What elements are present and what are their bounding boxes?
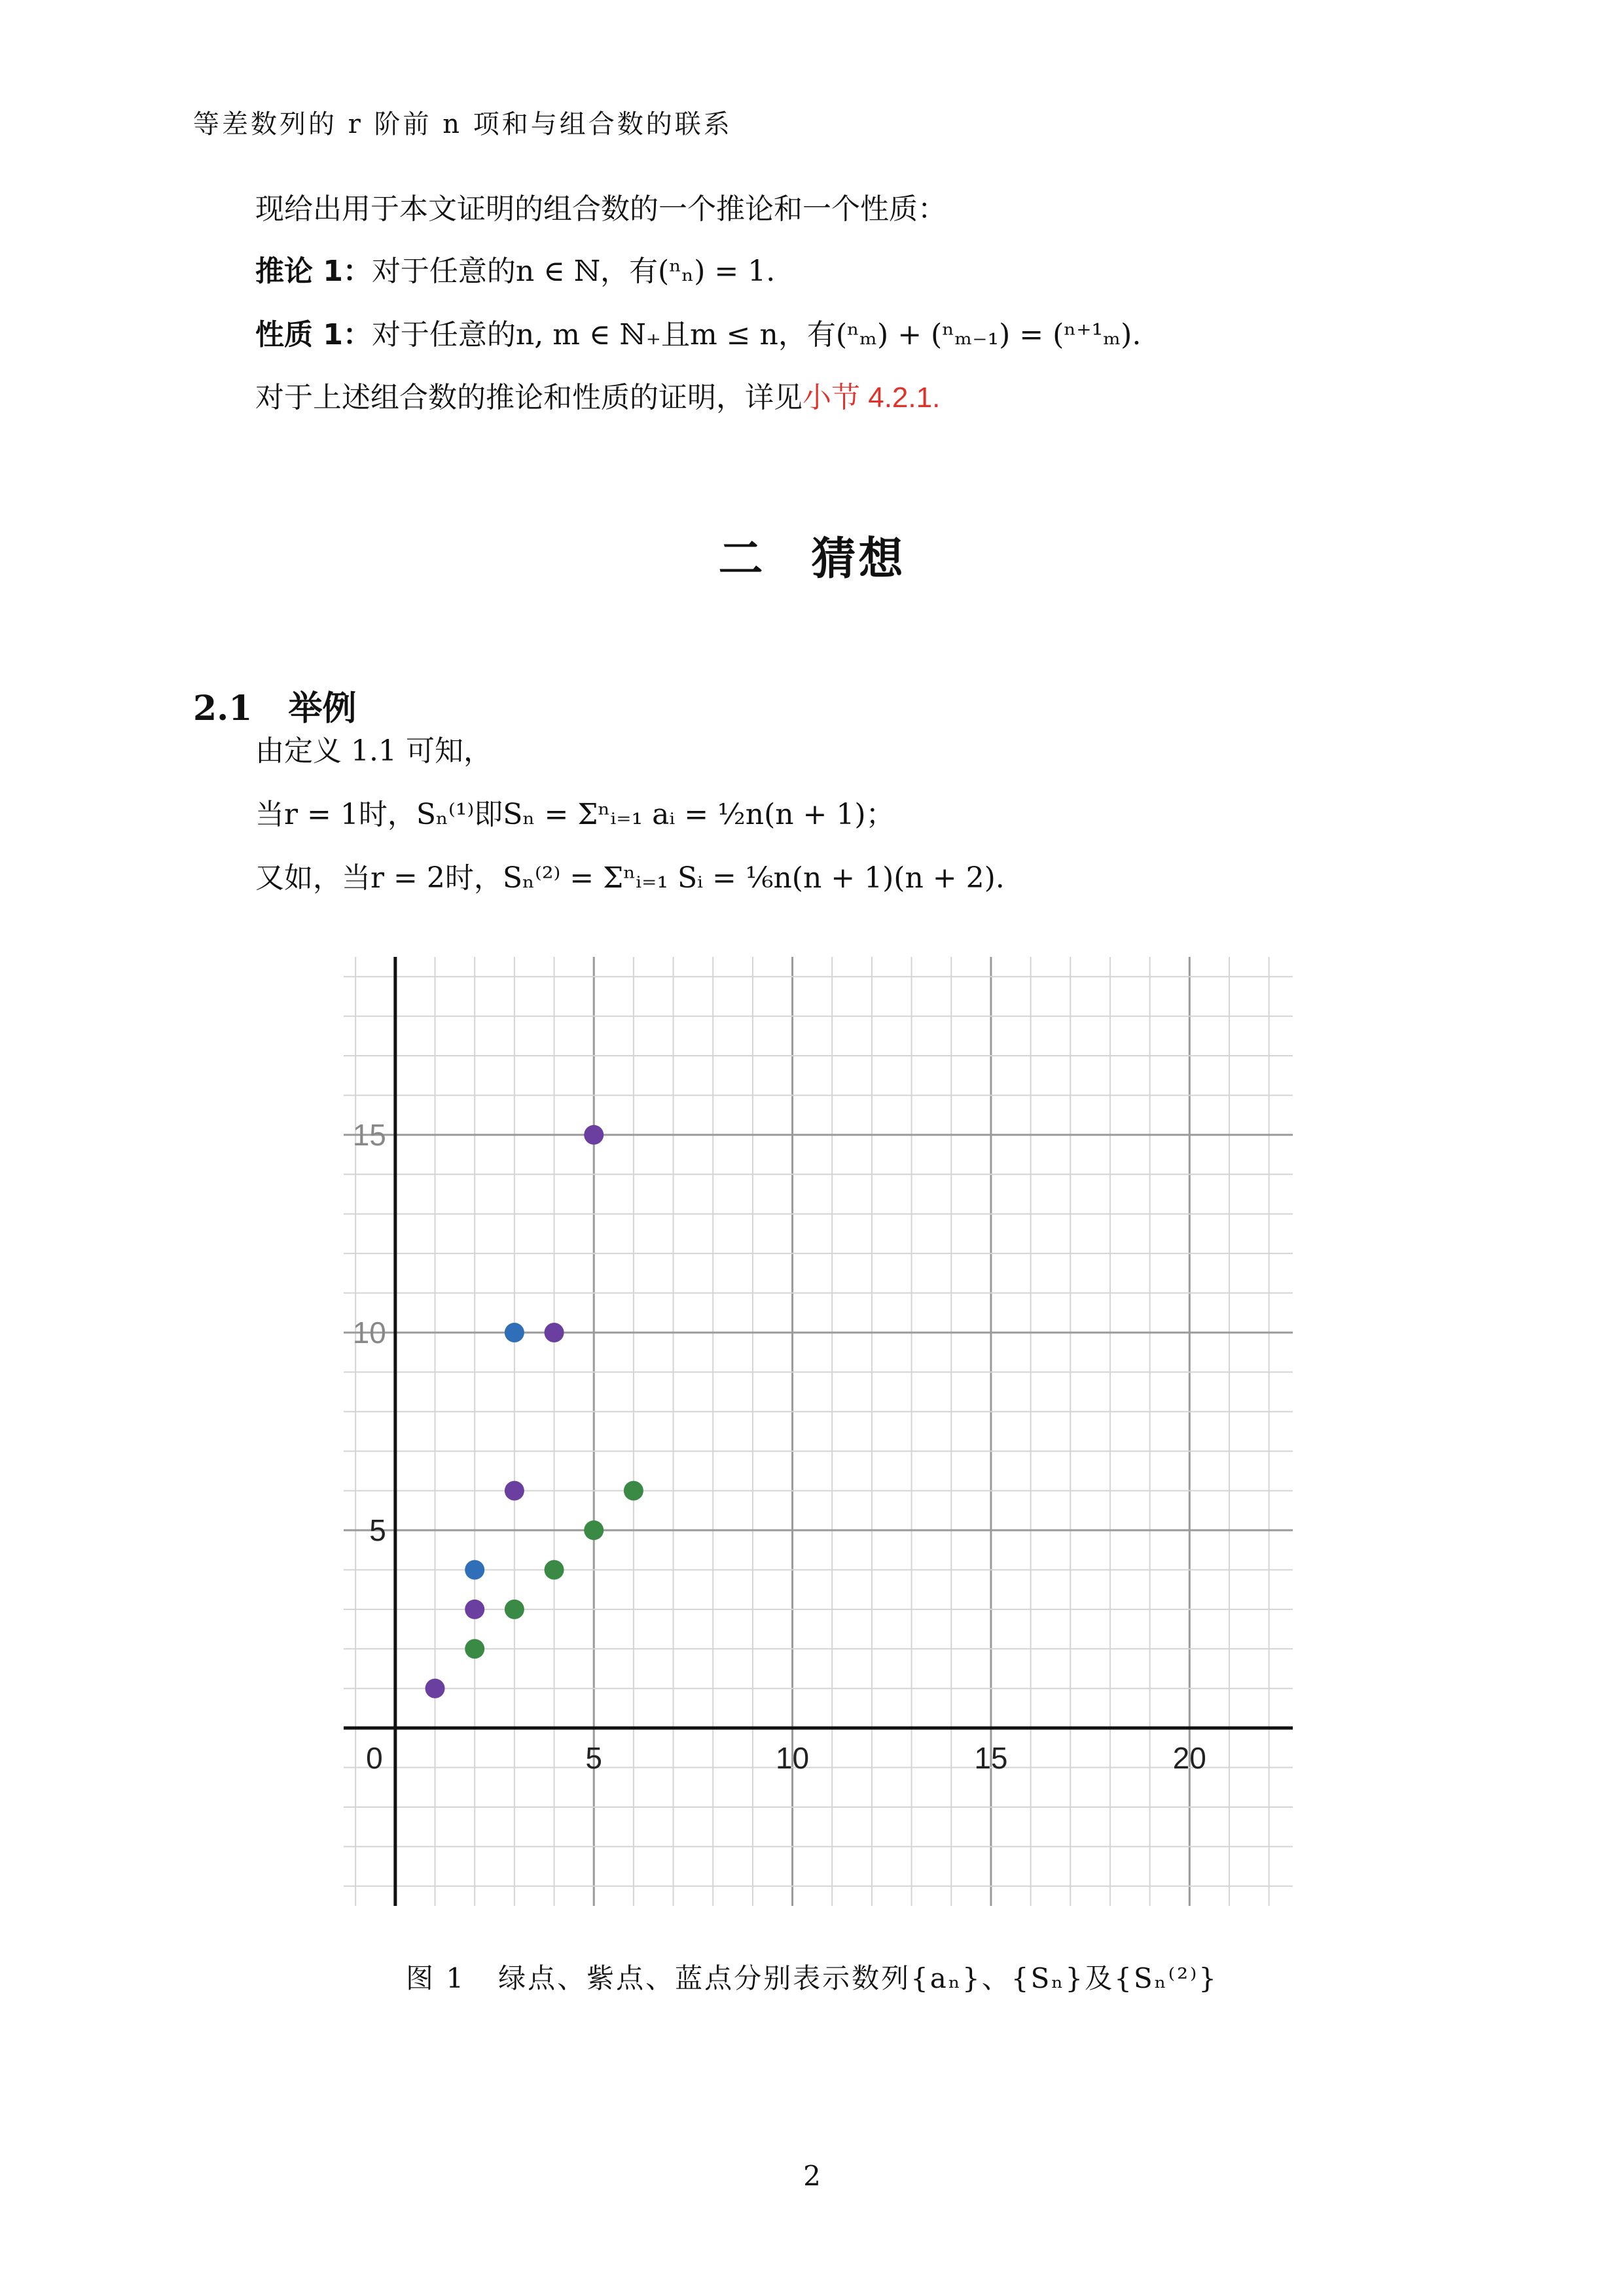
data-point-series-1 — [624, 1481, 643, 1501]
property-label: 性质 1： — [255, 318, 372, 351]
data-point-series-3 — [465, 1560, 484, 1579]
section-number: 2.1 — [193, 689, 253, 728]
data-point-series-3 — [505, 1323, 524, 1342]
figure-caption-text: 绿点、紫点、蓝点分别表示数列{aₙ}、{Sₙ}及{Sₙ⁽²⁾} — [498, 1962, 1218, 1994]
data-point-series-1 — [465, 1639, 484, 1659]
chart-tick-labels — [353, 1118, 1206, 1775]
data-point-series-2 — [545, 1323, 564, 1342]
x-tick-label: 0 — [366, 1741, 383, 1776]
section-line-3: 又如，当r = 2时，Sₙ⁽²⁾ = Σⁿᵢ₌₁ Sᵢ = ⅙n(n + 1)(n + 2). — [255, 861, 1005, 895]
data-point-series-2 — [505, 1481, 524, 1501]
intro-line: 现给出用于本文证明的组合数的一个推论和一个性质： — [255, 192, 947, 226]
page-number: 2 — [803, 2160, 821, 2192]
proof-prefix: 对于上述组合数的推论和性质的证明，详见 — [255, 381, 803, 414]
running-header: 等差数列的 r 阶前 n 项和与组合数的联系 — [193, 109, 732, 139]
y-tick-label: 5 — [369, 1513, 386, 1548]
y-tick-label: 15 — [352, 1117, 386, 1152]
data-point-series-1 — [505, 1600, 524, 1619]
figure-caption — [0, 1957, 1624, 1996]
chart-grid — [344, 957, 1293, 1906]
y-tick-label: 10 — [352, 1315, 386, 1350]
x-tick-label: 10 — [775, 1741, 810, 1776]
section-line-2: 当r = 1时，Sₙ⁽¹⁾即Sₙ = Σⁿᵢ₌₁ aᵢ = ½n(n + 1)； — [255, 798, 895, 831]
data-point-series-1 — [545, 1560, 564, 1579]
x-tick-label: 15 — [974, 1741, 1008, 1776]
data-point-series-1 — [584, 1520, 604, 1540]
section-link[interactable]: 小节 4.2.1 — [803, 382, 933, 414]
data-point-series-2 — [465, 1600, 484, 1619]
x-tick-label: 5 — [585, 1741, 603, 1776]
chapter-title: 猜想 — [811, 533, 906, 585]
data-point-series-2 — [425, 1679, 445, 1698]
property-text: 对于任意的n, m ∈ ℕ₊且m ≤ n，有(ⁿₘ) + (ⁿₘ₋₁) = (ⁿ⁺¹ₘ). — [371, 318, 1142, 351]
data-point-series-2 — [584, 1125, 604, 1145]
figure-label: 图 1 — [406, 1962, 466, 1994]
x-tick-label: 20 — [1172, 1741, 1206, 1776]
chapter-number: 二 — [718, 533, 766, 585]
corollary-label: 推论 1： — [255, 255, 372, 288]
section-line-1: 由定义 1.1 可知， — [255, 734, 492, 768]
proof-suffix: . — [932, 382, 941, 414]
section-title: 举例 — [288, 689, 357, 728]
corollary-text: 对于任意的n ∈ ℕ，有(ⁿₙ) = 1. — [371, 255, 776, 288]
